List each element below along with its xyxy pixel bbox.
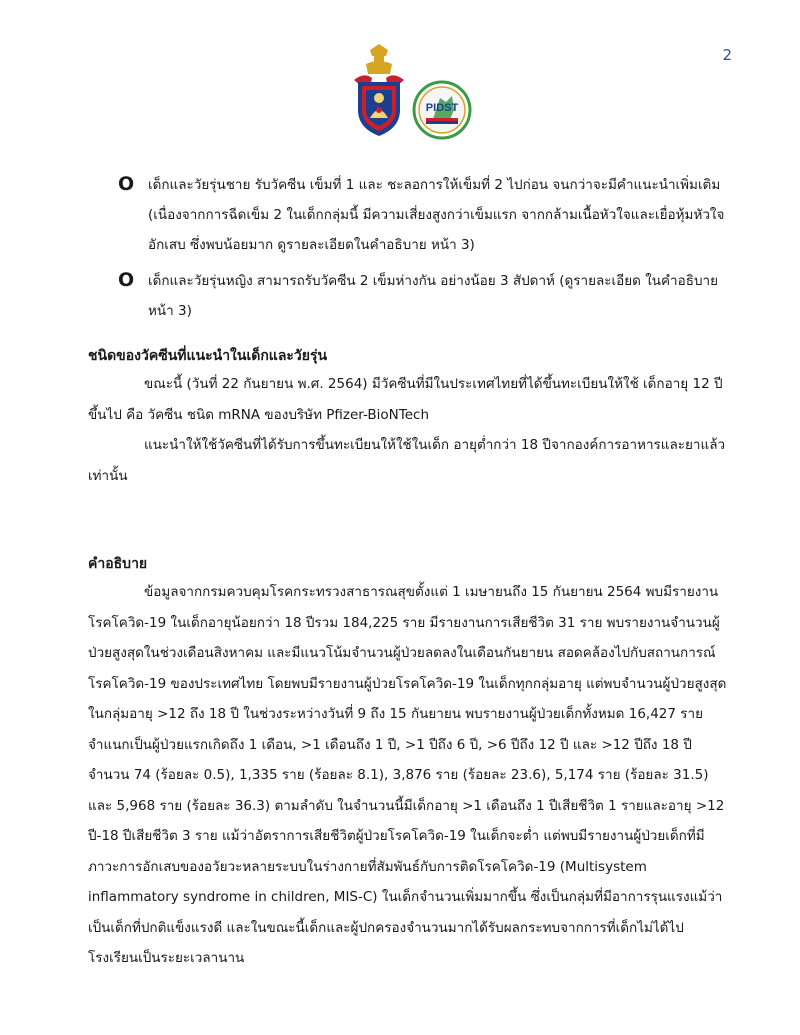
bullet-marker: O [118,269,135,291]
bullet-text: เด็กและวัยรุ่นชาย รับวัคซีน เข็มที่ 1 และ ชะลอการให้เข็มที่ 2 ไปก่อน จนกว่าจะมีคำแนะนำเพิ่มเติม (เนื่องจากการฉีดเข็ม 2 ในเด็กกลุ่มนี้ มีความเสี่ยงสูงกว่าเข็มแรก จากกล้ามเนื้อหัวใจและเยื่อหุ้มหัวใจอักเสบ ซึ่งพบน้อยมาก ดูรายละเอียดในคำอธิบาย หน้า 3) [148,177,725,253]
pediatric-society-emblem [348,44,410,140]
bullet-text: เด็กและวัยรุ่นหญิง สามารถรับวัคซีน 2 เข็มห่างกัน อย่างน้อย 3 สัปดาห์ (ดูรายละเอียด ในคำอธิบาย หน้า 3) [148,273,719,319]
bullet-marker: O [118,173,135,195]
header-logos [348,44,478,144]
vaccine-type-heading: ชนิดของวัคซีนที่แนะนำในเด็กและวัยรุ่น [88,348,328,364]
explanation-heading: คำอธิบาย [88,556,148,572]
recommendation-bullets [118,170,728,332]
explanation-body: ข้อมูลจากกรมควบคุมโรคกระทรวงสาธารณสุขตั้งแต่ 1 เมษายนถึง 15 กันยายน 2564 พบมีรายงานโรคโควิด-19 ในเด็กอายุน้อยกว่า 18 ปีรวม 184,225 ราย มีรายงานการเสียชีวิต 31 ราย พบรายงานจำนวนผู้ป่วยสูงสุดในช่วงเดือนสิงหาคม และมีแนวโน้มจำนวนผู้ป่วยลดลงในเดือนกันยายน สอดคล้องไปกับสถานการณ์โรคโควิด-19 ของประเทศไทย โดยพบมีรายงานผู้ป่วยโรคโควิด-19 ในเด็กทุกกลุ่มอายุ แต่พบจำนวนผู้ป่วยสูงสุดในกลุ่มอายุ >12 ถึง 18 ปี ในช่วงระหว่างวันที่ 9 ถึง 15 กันยายน พบรายงานผู้ป่วยเด็กทั้งหมด 16,427 ราย จำแนกเป็นผู้ป่วยแรกเกิดถึง 1 เดือน, >1 เดือนถึง 1 ปี, >1 ปีถึง 6 ปี, >6 ปีถึง 12 ปี และ >12 ปีถึง 18 ปี จำนวน 74 (ร้อยละ 0.5), 1,335 ราย (ร้อยละ 8.1), 3,876 ราย (ร้อยละ 23.6), 5,174 ราย (ร้อยละ 31.5) และ 5,968 ราย (ร้อยละ 36.3) ตามลำดับ ในจำนวนนี้มีเด็กอายุ >1 เดือนถึง 1 ปีเสียชีวิต 1 รายและอายุ >12 ปี-18 ปีเสียชีวิต 3 ราย แม้ว่าอัตราการเสียชีวิตผู้ป่วยโรคโควิด-19 ในเด็กจะต่ำ แต่พบมีรายงานผู้ป่วยเด็กที่มีภาวะการอักเสบของอวัยวะหลายระบบในร่างกายที่สัมพันธ์กับการติดโรคโควิด-19 (Multisystem inflammatory syndrome in children, MIS-C) ในเด็กจำนวนเพิ่มมากขึ้น ซึ่งเป็นกลุ่มที่มีอาการรุนแรงแม้ว่าเป็นเด็กที่ปกติแข็งแรงดี และในขณะนี้เด็กและผู้ปกครองจำนวนมากได้รับผลกระทบจากการที่เด็กไม่ได้ไปโรงเรียนเป็นระยะเวลานาน [88,584,727,966]
bullet-item-male [118,170,728,260]
page-number: 2 [722,46,732,64]
pidst-logo-text: PIDST [425,102,459,114]
vaccine-paragraph-2: แนะนำให้ใช้วัคซีนที่ได้รับการขึ้นทะเบียนให้ใช้ในเด็ก อายุต่ำกว่า 18 ปีจากองค์การอาหารและยาแล้ว เท่านั้น [88,437,726,484]
bullet-item-female [118,266,728,326]
pidst-logo [412,80,472,140]
vaccine-paragraph-1: ขณะนี้ (วันที่ 22 กันยายน พ.ศ. 2564) มีวัคซีนที่มีในประเทศไทยที่ได้ขึ้นทะเบียนให้ใช้ เด็กอายุ 12 ปีขึ้นไป คือ วัคซีน ชนิด mRNA ของบริษัท Pfizer-BioNTech [88,376,723,423]
